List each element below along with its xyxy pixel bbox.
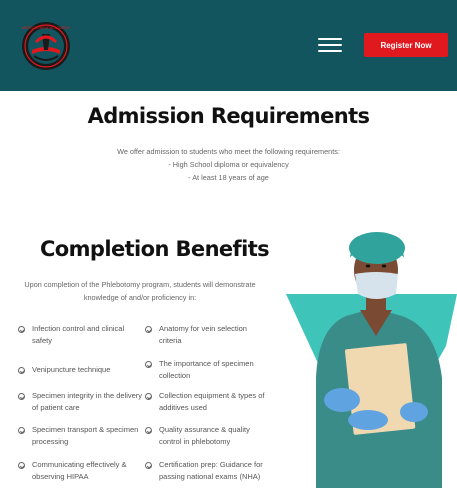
admission-line: We offer admission to students who meet the following requirements: [117,147,340,156]
logo-text: AMERICAN MEDICAL ACADEMY [21,26,71,30]
check-circle-icon [145,361,152,368]
admission-requirements-heading: Admission Requirements [87,104,370,128]
academy-logo-icon[interactable] [18,20,74,72]
check-circle-icon [145,393,152,400]
check-circle-icon [18,462,25,469]
check-circle-icon [145,462,152,469]
check-circle-icon [18,367,25,374]
phlebotomist-hero-image [286,228,457,488]
admission-requirements-text [0,145,457,184]
admission-line: - High School diploma or equivalency [168,160,289,169]
site-header [0,0,457,91]
check-circle-icon [145,326,152,333]
register-now-button[interactable]: Register Now [364,33,448,57]
benefits-intro-text: Upon completion of the Phlebotomy program, students will demonstrate knowledge of and/or proficiency in: [24,280,256,302]
completion-benefits-heading: Completion Benefits [40,237,270,261]
check-circle-icon [18,326,25,333]
check-circle-icon [18,393,25,400]
check-circle-icon [18,427,25,434]
check-circle-icon [145,427,152,434]
menu-hamburger-icon[interactable] [318,38,342,52]
admission-line: - At least 18 years of age [188,173,269,182]
